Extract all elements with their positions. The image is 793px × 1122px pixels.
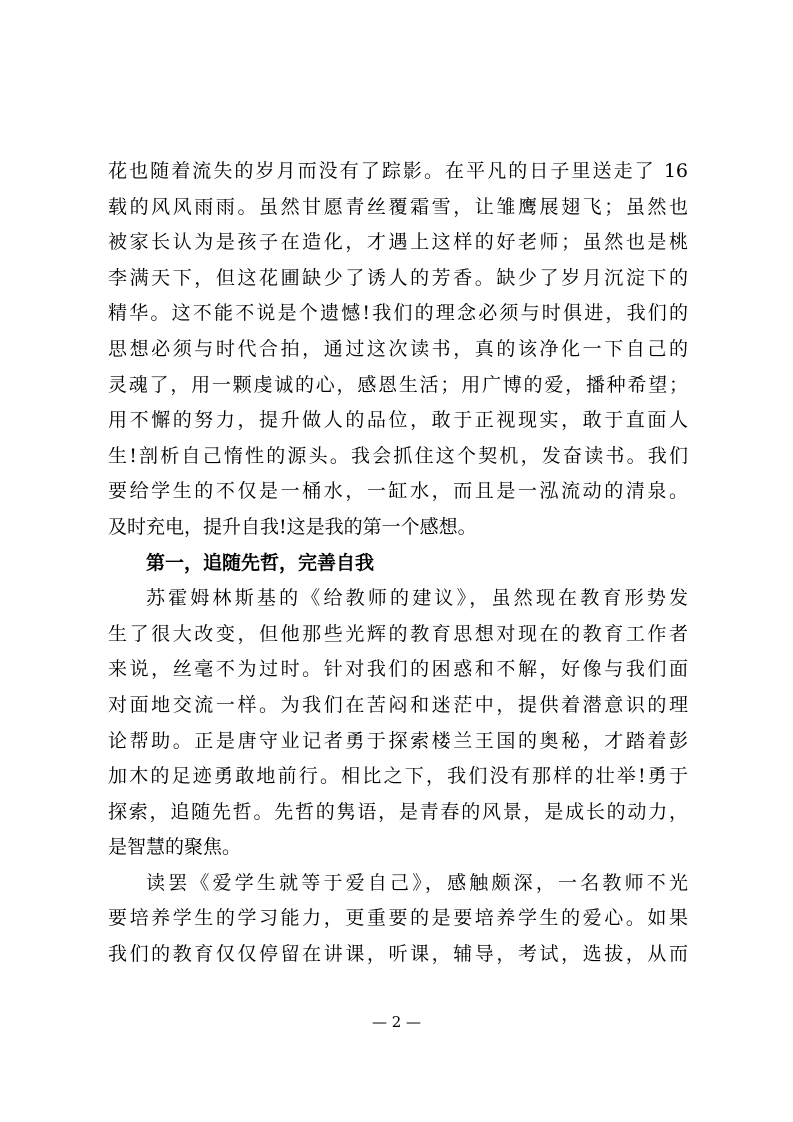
text-line: 苏霍姆林斯基的《给教师的建议》，虽然现在教育形势发: [146, 587, 688, 610]
text-line: 及时充电，提升自我!这是我的第一个感想。: [108, 515, 477, 538]
section-heading: 第一，追随先哲，完善自我: [146, 551, 375, 574]
document-body: [108, 154, 688, 973]
text-line: 用不懈的努力，提升做人的品位，敢于正视现实，敢于直面人: [108, 409, 688, 432]
text-line: 精华。这不能不说是个遗憾!我们的理念必须与时俱进，我们的: [108, 302, 688, 325]
text-line: 要培养学生的学习能力，更重要的是要培养学生的爱心。如果: [108, 907, 688, 930]
text-line: 探索，追随先哲。先哲的隽语，是青春的风景，是成长的动力，: [108, 800, 688, 823]
page-number: — 2 —: [371, 1013, 422, 1031]
text-line: 加木的足迹勇敢地前行。相比之下，我们没有那样的壮举!勇于: [108, 765, 688, 788]
text-line: 李满天下，但这花圃缺少了诱人的芳香。缺少了岁月沉淀下的: [108, 266, 688, 289]
text-line: 我们的教育仅仅停留在讲课，听课，辅导，考试，选拔，从而: [108, 943, 688, 966]
text-line: 论帮助。正是唐守业记者勇于探索楼兰王国的奥秘，才踏着彭: [108, 729, 688, 752]
text-line: 来说，丝毫不为过时。针对我们的困惑和不解，好像与我们面: [108, 658, 688, 681]
text-line: 读罢《爱学生就等于爱自己》，感触颇深，一名教师不光: [146, 871, 688, 894]
text-line: 要给学生的不仅是一桶水，一缸水，而且是一泓流动的清泉。: [108, 480, 688, 503]
text-line: 思想必须与时代合拍，通过这次读书，真的该净化一下自己的: [108, 337, 688, 360]
text-line: 灵魂了，用一颗虔诚的心，感恩生活；用广博的爱，播种希望；: [108, 373, 688, 396]
text-line: 生了很大改变，但他那些光辉的教育思想对现在的教育工作者: [108, 622, 688, 645]
text-line: 被家长认为是孩子在造化，才遇上这样的好老师；虽然也是桃: [108, 231, 688, 254]
text-line: 花也随着流失的岁月而没有了踪影。在平凡的日子里送走了 16: [108, 160, 688, 182]
text-line: 对面地交流一样。为我们在苦闷和迷茫中，提供着潜意识的理: [108, 693, 688, 716]
text-line: 生!剖析自己惰性的源头。我会抓住这个契机，发奋读书。我们: [108, 444, 688, 467]
text-line: 载的风风雨雨。虽然甘愿青丝覆霜雪，让雏鹰展翅飞；虽然也: [108, 195, 688, 218]
text-line: 是智慧的聚焦。: [108, 836, 242, 859]
